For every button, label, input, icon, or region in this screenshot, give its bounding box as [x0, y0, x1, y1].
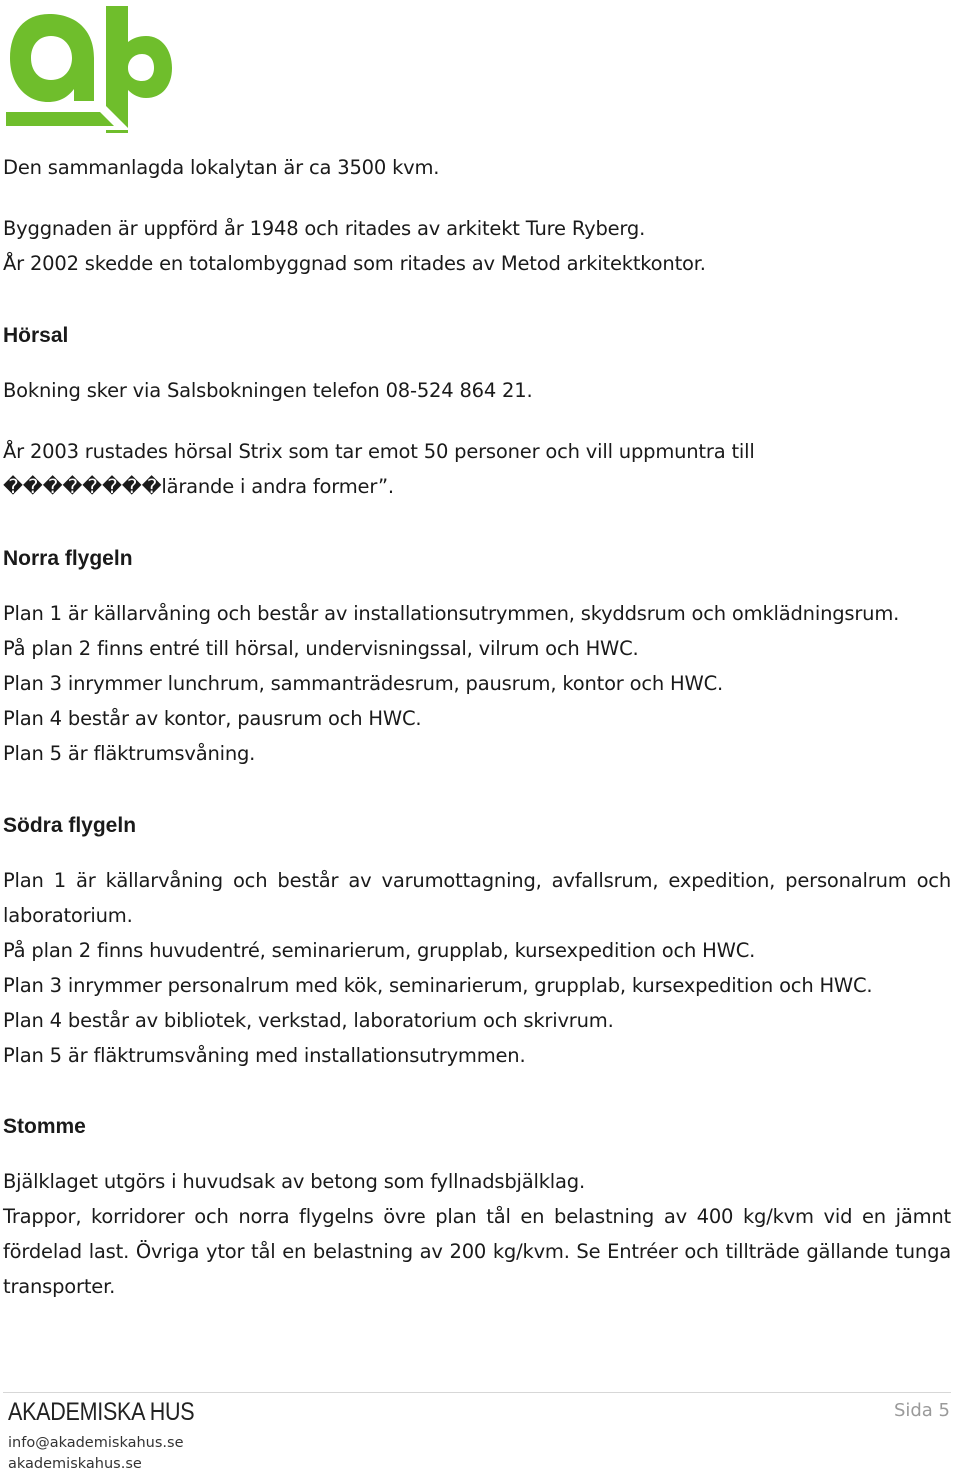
- stomme-line1: Bjälklaget utgörs i huvudsak av betong som fyllnadsbjälklag.: [3, 1170, 585, 1193]
- intro-area-block: [3, 150, 951, 185]
- norra-heading: Norra flygeln: [3, 547, 133, 570]
- footer-website[interactable]: akademiskahus.se: [8, 1456, 142, 1472]
- horsal-strix-block: [3, 434, 951, 504]
- sodra-line: Plan 5 är fläktrumsvåning med installationsutrymmen.: [3, 1044, 526, 1067]
- norra-line: På plan 2 finns entré till hörsal, undervisningssal, vilrum och HWC.: [3, 637, 639, 660]
- sodra-plan1-text: Plan 1 är källarvåning och består av varumottagning, avfallsrum, expedition, personalrum och laboratorium.: [3, 869, 951, 927]
- intro-area-text: Den sammanlagda lokalytan är ca 3500 kvm.: [3, 156, 440, 179]
- sodra-line: Plan 3 inrymmer personalrum med kök, seminarierum, grupplab, kursexpedition och HWC.: [3, 974, 873, 997]
- intro-history-block: [3, 211, 951, 281]
- intro-built-text: Byggnaden är uppförd år 1948 och ritades av arkitekt Ture Ryberg.: [3, 217, 646, 240]
- horsal-strix-text: År 2003 rustades hörsal Strix som tar emot 50 personer och vill uppmuntra till ��������lärande i andra former”.: [3, 440, 755, 498]
- stomme-heading: Stomme: [3, 1115, 86, 1138]
- horsal-booking-text: Bokning sker via Salsbokningen telefon 08-524 864 21.: [3, 379, 533, 402]
- footer-email[interactable]: info@akademiskahus.se: [8, 1435, 184, 1451]
- sodra-line: På plan 2 finns huvudentré, seminarierum, grupplab, kursexpedition och HWC.: [3, 939, 756, 962]
- sodra-heading: Södra flygeln: [3, 814, 137, 837]
- logo-h-shape: [106, 6, 172, 133]
- norra-lines: [3, 596, 951, 771]
- horsal-heading: Hörsal: [3, 324, 69, 347]
- stomme-section: [3, 1109, 951, 1144]
- sodra-lines: [3, 863, 951, 1073]
- sodra-line: Plan 4 består av bibliotek, verkstad, laboratorium och skrivrum.: [3, 1009, 614, 1032]
- stomme-text: [3, 1164, 951, 1304]
- page-number: Sida 5: [893, 1400, 950, 1421]
- norra-line: Plan 4 består av kontor, pausrum och HWC.: [3, 707, 422, 730]
- akademiska-hus-logo: [2, 2, 172, 134]
- footer-divider: [3, 1392, 951, 1393]
- horsal-section: [3, 318, 951, 353]
- norra-section: [3, 541, 951, 576]
- sodra-section: [3, 808, 951, 843]
- norra-line: Plan 1 är källarvåning och består av installationsutrymmen, skyddsrum och omklädningsrum.: [3, 602, 900, 625]
- stomme-paragraph: Trappor, korridorer och norra flygelns övre plan tål en belastning av 400 kg/kvm vid en jämnt fördelad last. Övriga ytor tål en belastning av 200 kg/kvm. Se Entréer och tillträde gällande tunga transporter.: [3, 1205, 951, 1298]
- norra-line: Plan 5 är fläktrumsvåning.: [3, 742, 256, 765]
- norra-line: Plan 3 inrymmer lunchrum, sammanträdesrum, pausrum, kontor och HWC.: [3, 672, 723, 695]
- footer-brand: AKADEMISKA HUS: [8, 1398, 195, 1426]
- logo-base: [6, 112, 114, 126]
- intro-rebuilt-text: År 2002 skedde en totalombyggnad som ritades av Metod arkitektkontor.: [3, 252, 706, 275]
- horsal-booking-block: [3, 373, 951, 408]
- logo-a-shape: [10, 14, 94, 102]
